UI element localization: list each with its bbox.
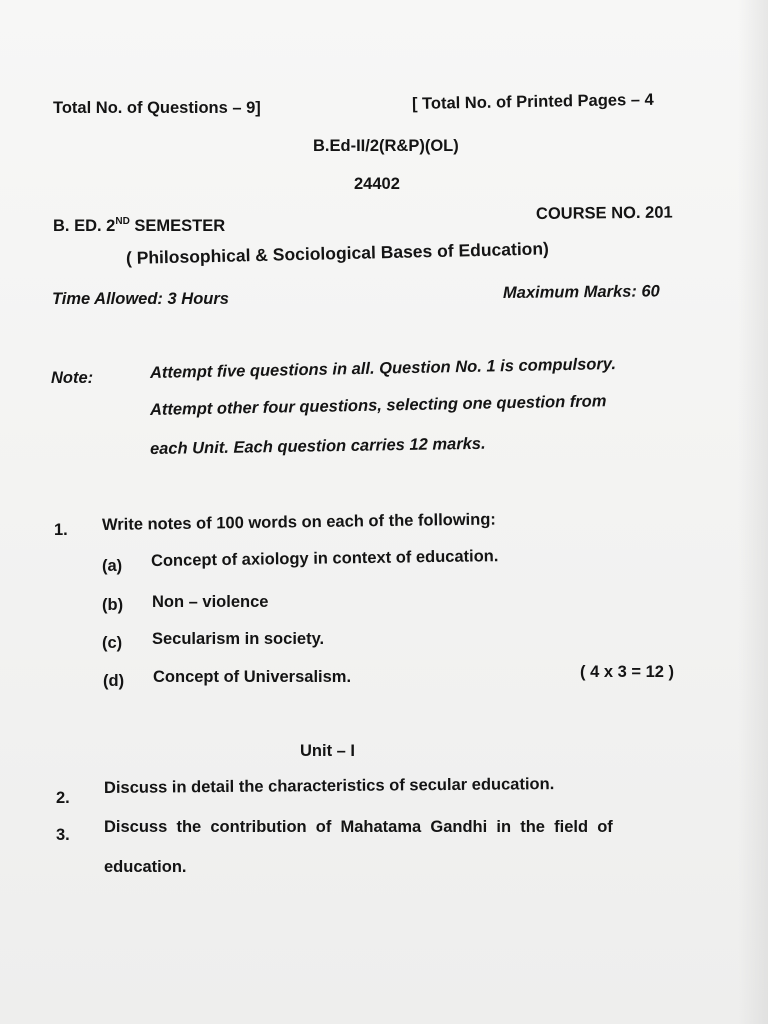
note-line-2: Attempt other four questions, selecting one question from	[149, 392, 607, 419]
question-1-text: Write notes of 100 words on each of the following:	[101, 510, 496, 534]
paper-code: B.Ed-II/2(R&P)(OL)	[313, 137, 459, 155]
q1-item-d-label: (d)	[103, 672, 125, 690]
roll-code: 24402	[354, 175, 400, 193]
time-allowed: Time Allowed: 3 Hours	[52, 290, 229, 308]
q1-item-a-text: Concept of axiology in context of education.	[150, 547, 499, 570]
semester-prefix: B. ED. 2	[53, 217, 116, 235]
semester-sup: ND	[115, 216, 130, 227]
question-2-text: Discuss in detail the characteristics of secular education.	[103, 775, 555, 797]
q1-marks: ( 4 x 3 = 12 )	[580, 663, 675, 681]
unit-1-title: Unit – I	[300, 742, 356, 760]
q1-item-b-text: Non – violence	[152, 593, 269, 611]
question-3-number: 3.	[56, 826, 70, 844]
note-label: Note:	[51, 369, 94, 387]
semester	[53, 212, 225, 236]
note-line-3: each Unit. Each question carries 12 marks.	[149, 434, 486, 458]
question-1-number: 1.	[54, 521, 68, 539]
question-3-text-line-2: education.	[104, 858, 187, 876]
semester-suffix: SEMESTER	[129, 217, 226, 235]
question-3-text-line-1: Discuss the contribution of Mahatama Gandhi in the field of	[104, 818, 613, 836]
question-2-number: 2.	[56, 789, 70, 807]
total-pages: [ Total No. of Printed Pages – 4	[411, 90, 654, 113]
q1-item-d-text: Concept of Universalism.	[153, 668, 352, 686]
q1-item-b-label: (b)	[102, 596, 124, 614]
subject-title: ( Philosophical & Sociological Bases of Education)	[125, 238, 550, 268]
q1-item-a-label: (a)	[102, 557, 123, 575]
page-shadow	[738, 0, 768, 1024]
maximum-marks: Maximum Marks: 60	[502, 282, 660, 302]
total-questions: Total No. of Questions – 9]	[53, 99, 261, 117]
q1-item-c-label: (c)	[102, 634, 123, 652]
course-no: COURSE NO. 201	[535, 203, 673, 223]
q1-item-c-text: Secularism in society.	[152, 630, 325, 648]
note-line-1: Attempt five questions in all. Question No. 1 is compulsory.	[149, 355, 617, 382]
